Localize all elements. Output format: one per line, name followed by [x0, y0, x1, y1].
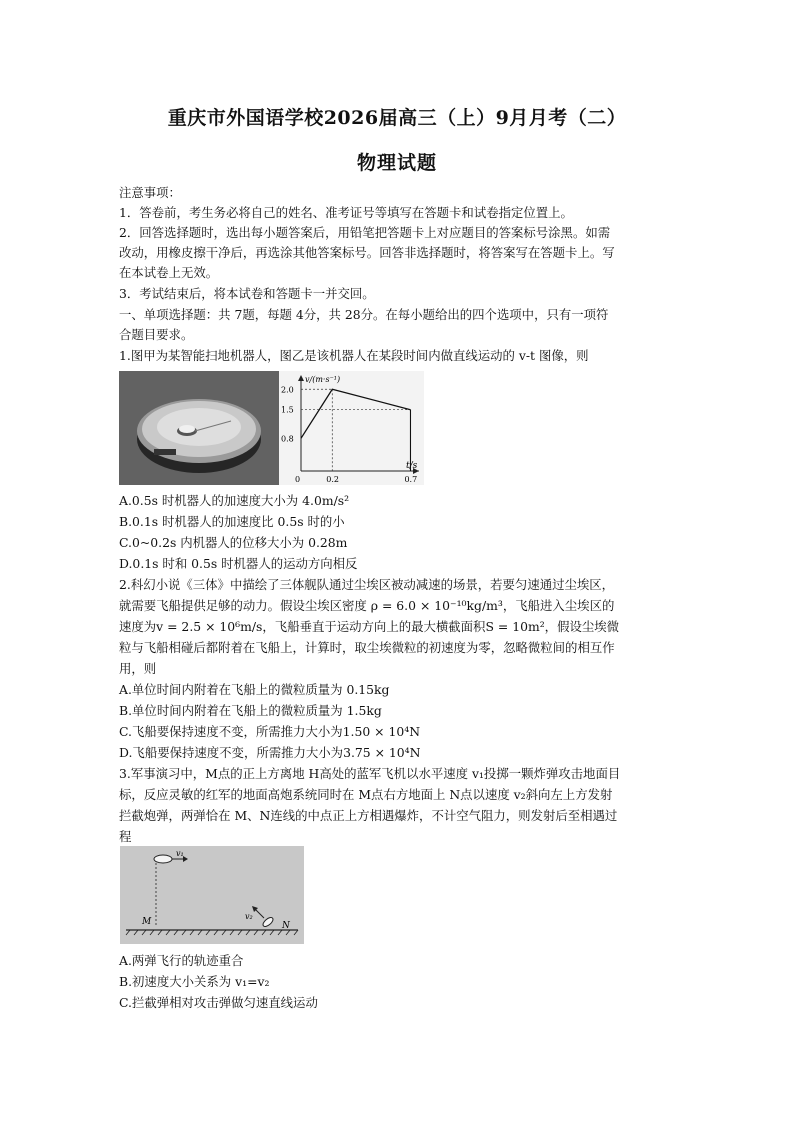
- y-axis-arrow: [298, 375, 304, 381]
- question-2-option-d: D.飞船要保持速度不变，所需推力大小为3.75 × 10⁴N: [119, 745, 421, 760]
- y-axis-label: v/(m·s⁻¹): [305, 375, 341, 384]
- x-axis-label: t/s: [406, 461, 418, 471]
- question-2-stem: 粒与飞船相碰后都附着在飞船上，计算时，取尘埃微粒的初速度为零，忽略微粒间的相互作: [119, 640, 615, 655]
- x-tick-label: 0.2: [326, 475, 340, 484]
- point-n-label: N: [282, 921, 290, 931]
- notice-item: 2．回答选择题时，选出每小题答案后，用铅笔把答题卡上对应题目的答案标号涂黑。如需: [119, 225, 611, 240]
- y-tick-label: 2.0: [281, 385, 294, 395]
- page-title: 重庆市外国语学校2026届高三（上）9月月考（二）: [167, 107, 627, 129]
- question-3-stem: 标，反应灵敏的红军的地面高炮系统同时在 M点右方地面上 N点以速度 v₂斜向左上方发射: [119, 787, 613, 802]
- question-1-stem: 1.图甲为某智能扫地机器人，图乙是该机器人在某段时间内做直线运动的 v-t 图像，则: [119, 348, 589, 363]
- question-3-option-b: B.初速度大小关系为 v₁=v₂: [119, 974, 270, 989]
- v1-label: v₁: [176, 849, 184, 858]
- question-1-option-b: B.0.1s 时机器人的加速度比 0.5s 时的小: [119, 514, 345, 529]
- question-3-stem: 程: [119, 829, 132, 844]
- question-1-option-d: D.0.1s 时和 0.5s 时机器人的运动方向相反: [119, 556, 358, 571]
- series-line: [301, 389, 410, 438]
- y-tick-label: 0.8: [281, 434, 294, 444]
- v2-label: v₂: [245, 912, 253, 921]
- question-2-option-a: A.单位时间内附着在飞船上的微粒质量为 0.15kg: [119, 682, 390, 697]
- y-tick-label: 1.5: [281, 405, 294, 415]
- v-t-graph: [279, 371, 424, 485]
- plane-icon: [154, 855, 172, 863]
- question-2-stem: 就需要飞船提供足够的动力。假设尘埃区密度 ρ = 6.0 × 10⁻¹⁰kg/m³，飞船进入尘埃区的: [119, 598, 615, 613]
- x-tick-label: 0: [295, 475, 301, 484]
- question-3-option-c: C.拦截弹相对攻击弹做匀速直线运动: [119, 995, 318, 1010]
- notice-heading: 注意事项：: [119, 185, 181, 200]
- question-1-figure: [119, 371, 424, 485]
- question-3-figure: [120, 846, 304, 944]
- x-tick-label: 0.7: [404, 475, 418, 484]
- question-3-stem: 拦截炮弹，两弹恰在 M、N连线的中点正上方相遇爆炸，不计空气阻力，则发射后至相遇过: [119, 808, 618, 823]
- question-2-option-c: C.飞船要保持速度不变，所需推力大小为1.50 × 10⁴N: [119, 724, 421, 739]
- question-2-stem: 速度为v = 2.5 × 10⁶m/s，飞船垂直于运动方向上的最大横截面积S = 10m²，假设尘埃微: [119, 619, 620, 634]
- question-3-option-a: A.两弹飞行的轨迹重合: [119, 953, 244, 968]
- notice-item: 在本试卷上无效。: [119, 265, 219, 280]
- point-m-label: M: [142, 917, 152, 927]
- page-subtitle: 物理试题: [356, 152, 437, 174]
- question-2-option-b: B.单位时间内附着在飞船上的微粒质量为 1.5kg: [119, 703, 382, 718]
- interception-diagram: [120, 846, 304, 944]
- question-3-stem: 3.军事演习中，M点的正上方离地 H高处的蓝军飞机以水平速度 v₁投掷一颗炸弹攻击地面目: [119, 766, 621, 781]
- section-heading-cont: 合题目要求。: [119, 327, 194, 342]
- question-1-option-a: A.0.5s 时机器人的加速度大小为 4.0m/s²: [119, 493, 350, 508]
- question-2-stem: 2.科幻小说《三体》中描绘了三体舰队通过尘埃区被动减速的场景，若要匀速通过尘埃区，: [119, 577, 615, 592]
- question-2-stem: 用，则: [119, 661, 157, 676]
- question-1-option-c: C.0~0.2s 内机器人的位移大小为 0.28m: [119, 535, 348, 550]
- section-heading: 一、单项选择题：共 7题，每题 4分，共 28分。在每小题给出的四个选项中，只有一项符: [119, 307, 609, 322]
- notice-item: 3．考试结束后，将本试卷和答题卡一并交回。: [119, 286, 375, 301]
- notice-item: 改动，用橡皮擦干净后，再选涂其他答案标号。回答非选择题时，将答案写在答题卡上。写: [119, 245, 615, 260]
- notice-item: 1．答卷前，考生务必将自己的姓名、准考证号等填写在答题卡和试卷指定位置上。: [119, 205, 573, 220]
